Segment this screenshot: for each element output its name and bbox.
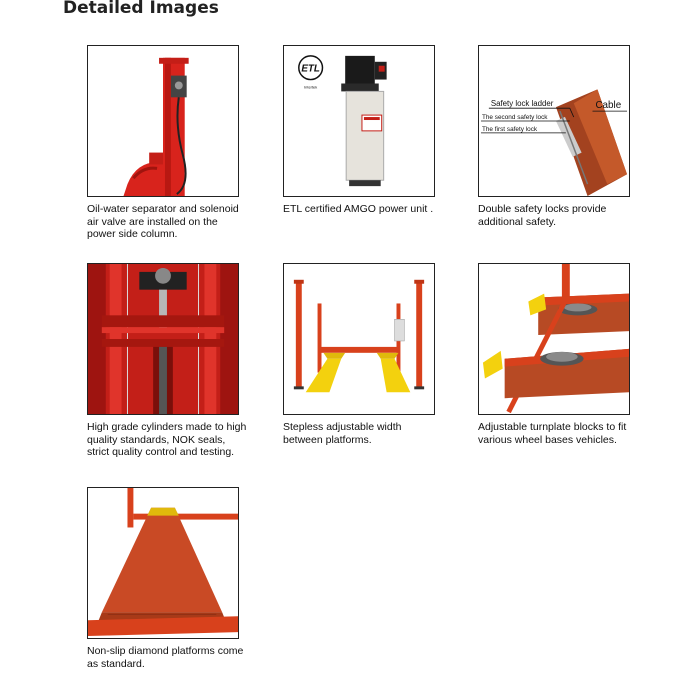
image-safety-locks [478, 45, 630, 197]
image-cylinders [87, 263, 239, 415]
detail-item-safety-locks [478, 45, 633, 228]
detail-item-turnplates [478, 263, 633, 446]
detail-item-cylinders [87, 263, 247, 459]
caption-oil-water-separator: Oil-water separator and solenoid air valve are installed on the power side column. [87, 203, 239, 240]
etl-logo-sub: Intertek [304, 84, 318, 90]
diamond-platform-illustration [88, 488, 238, 638]
caption-safety-locks: Double safety locks provide additional safety. [478, 203, 607, 228]
label-second-safety-lock: The second safety lock [481, 114, 548, 122]
image-power-unit [283, 45, 435, 197]
power-column-illustration [88, 46, 238, 196]
image-turnplates [478, 263, 630, 415]
image-diamond-platform [87, 487, 239, 639]
safety-locks-illustration [479, 46, 629, 196]
caption-adjustable-width: Stepless adjustable width between platforms. [283, 421, 402, 446]
image-four-post-lift [283, 263, 435, 415]
detail-item-oil-water-separator [87, 45, 242, 241]
detail-item-power-unit [283, 45, 438, 216]
detail-item-diamond-platforms [87, 487, 242, 670]
page-heading: Detailed Images [63, 0, 219, 18]
power-unit-illustration [284, 46, 434, 196]
detail-item-adjustable-width [283, 263, 438, 446]
caption-power-unit: ETL certified AMGO power unit . [283, 203, 434, 215]
cylinders-illustration [88, 264, 238, 414]
etl-logo-text: ETL [301, 63, 320, 75]
label-safety-lock-ladder: Safety lock ladder [490, 99, 554, 109]
caption-turnplates: Adjustable turnplate blocks to fit various wheel bases vehicles. [478, 421, 627, 446]
image-power-side-column [87, 45, 239, 197]
label-cable: Cable [595, 100, 622, 112]
label-first-safety-lock: The first safety lock [481, 125, 538, 133]
four-post-lift-illustration [284, 264, 434, 414]
turnplates-illustration [479, 264, 629, 414]
caption-diamond-platforms: Non-slip diamond platforms come as standard. [87, 645, 244, 670]
caption-cylinders: High grade cylinders made to high quality standards, NOK seals, strict quality control and testing. [87, 421, 247, 458]
